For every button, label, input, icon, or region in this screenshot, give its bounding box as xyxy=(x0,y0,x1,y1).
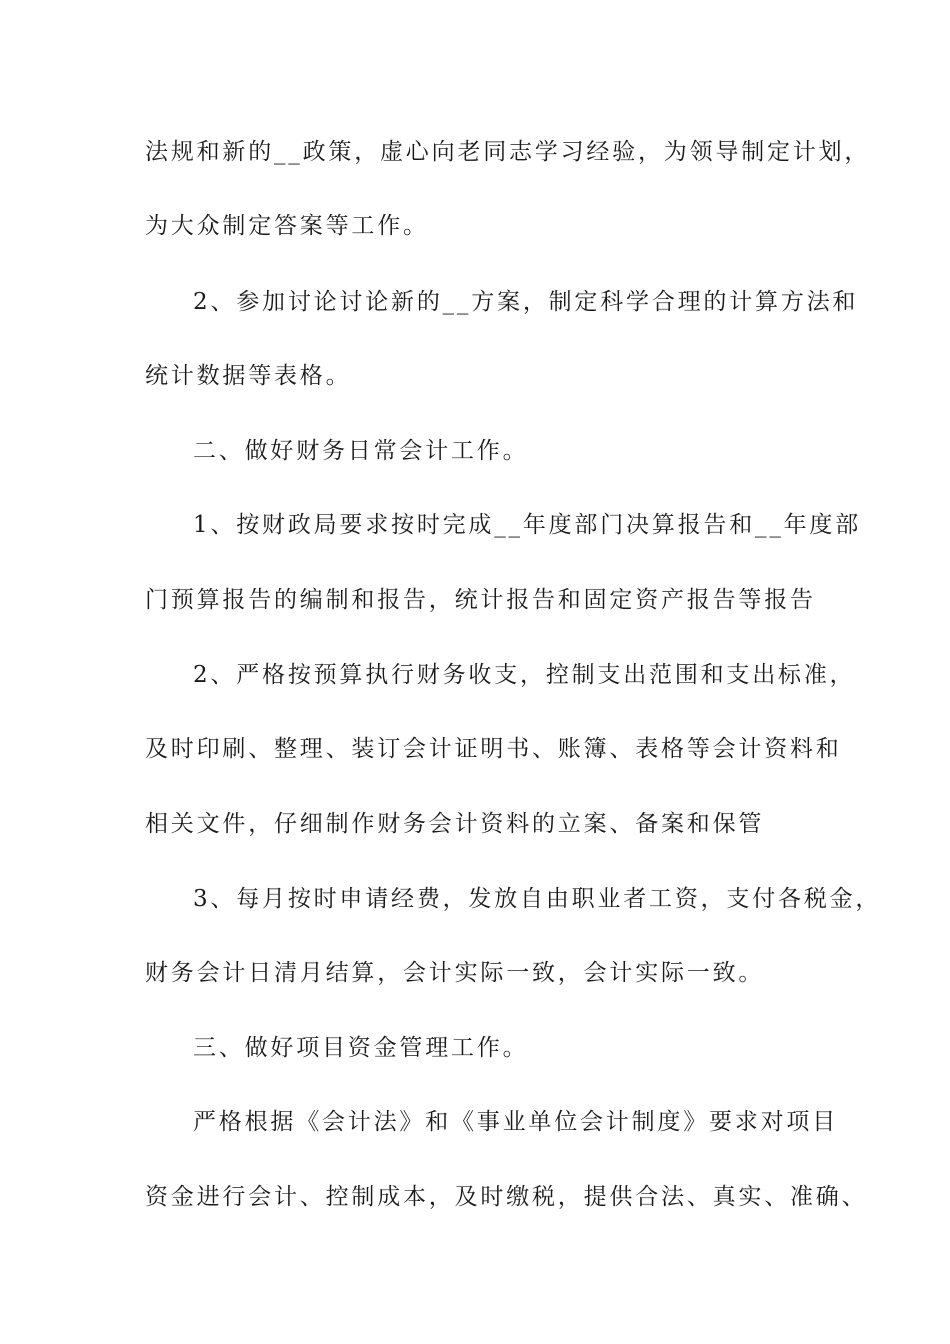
paragraph-line: 2、严格按预算执行财务收支，控制支出范围和支出标准， xyxy=(193,662,856,688)
paragraph-line: 资金进行会计、控制成本，及时缴税，提供合法、真实、准确、 xyxy=(145,1184,868,1210)
section-heading: 三、做好项目资金管理工作。 xyxy=(193,1035,529,1061)
paragraph-line: 1、按财政局要求按时完成__年度部门决算报告和__年度部 xyxy=(193,512,862,538)
paragraph-line: 相关文件，仔细制作财务会计资料的立案、备案和保管 xyxy=(145,811,765,837)
section-heading: 二、做好财务日常会计工作。 xyxy=(193,438,529,464)
paragraph-line: 财务会计日清月结算，会计实际一致，会计实际一致。 xyxy=(145,960,765,986)
paragraph-line: 法规和新的__政策，虚心向老同志学习经验，为领导制定计划， xyxy=(145,139,871,165)
paragraph-line: 3、每月按时申请经费，发放自由职业者工资，支付各税金， xyxy=(193,886,882,912)
paragraph-line: 门预算报告的编制和报告，统计报告和固定资产报告等报告 xyxy=(145,587,816,613)
paragraph-line: 及时印刷、整理、装订会计证明书、账簿、表格等会计资料和 xyxy=(145,736,842,762)
paragraph-line: 统计数据等表格。 xyxy=(145,363,352,389)
paragraph-line: 为大众制定答案等工作。 xyxy=(145,213,429,239)
paragraph-line: 2、参加讨论讨论新的__方案，制定科学合理的计算方法和 xyxy=(193,289,859,315)
paragraph-line: 严格根据《会计法》和《事业单位会计制度》要求对项目 xyxy=(193,1109,838,1135)
